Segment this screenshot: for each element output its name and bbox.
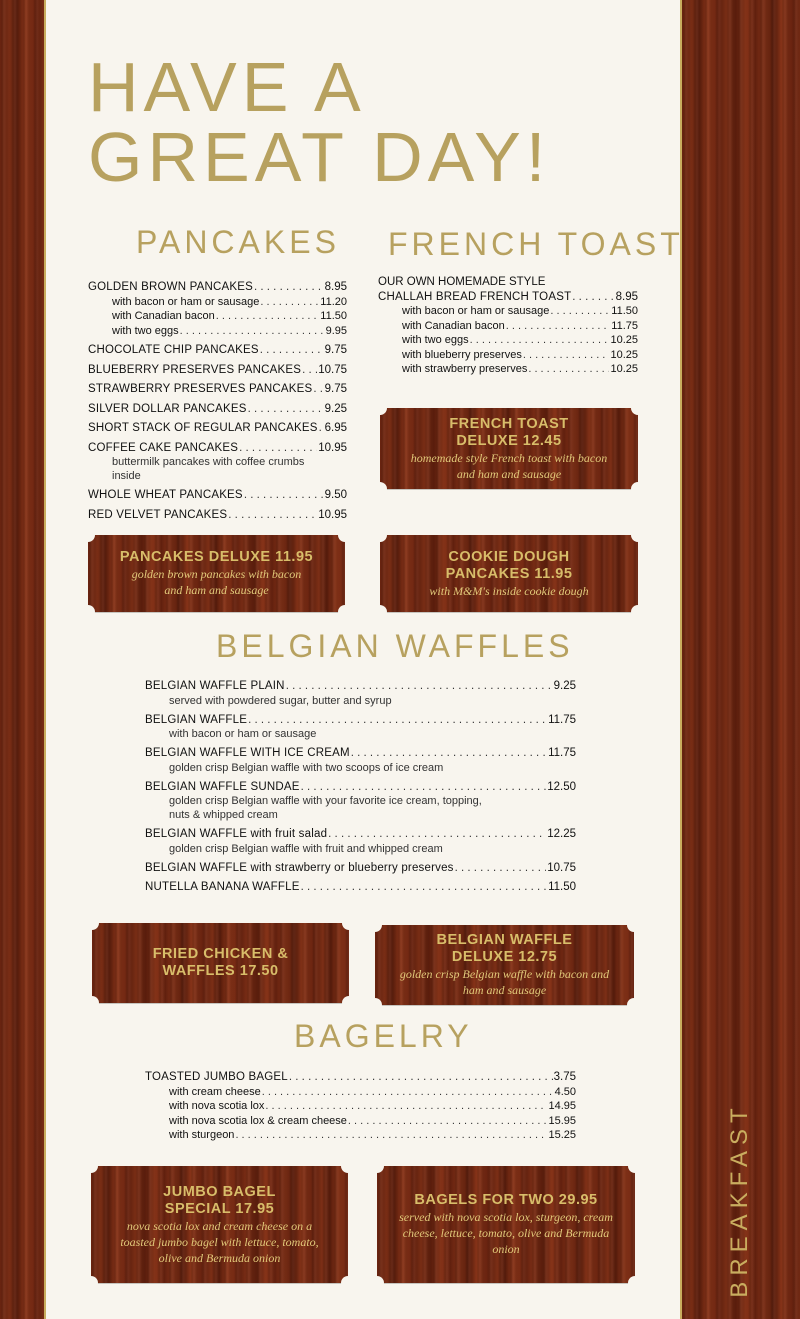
menu-item-price: 11.50 xyxy=(611,305,638,317)
menu-item-name: TOASTED JUMBO BAGEL xyxy=(145,1071,288,1083)
menu-item xyxy=(88,363,347,378)
menu-item-price: 9.75 xyxy=(324,383,347,395)
plaque-desc: nova scotia lox and cream cheese on a toasted jumbo bagel with lettuce, tomato, olive and Bermuda onion xyxy=(120,1218,319,1265)
menu-item-price: 6.95 xyxy=(324,422,347,434)
dot-leader xyxy=(228,508,317,523)
plaque-bagels-for-two xyxy=(377,1166,635,1283)
menu-item-name: SILVER DOLLAR PANCAKES xyxy=(88,402,247,415)
plaque-cookie-dough xyxy=(380,535,638,612)
dot-leader xyxy=(235,1128,547,1143)
menu-item-price: 9.25 xyxy=(324,402,347,415)
dot-leader xyxy=(528,362,609,377)
dot-leader xyxy=(286,679,553,694)
menu-item-name: with sturgeon xyxy=(169,1129,235,1141)
plaque-desc: golden crisp Belgian waffle with bacon and ham and sausage xyxy=(399,967,610,997)
menu-item xyxy=(88,508,347,523)
menu-item-name: WHOLE WHEAT PANCAKES xyxy=(88,489,243,501)
menu-item-name: BLUEBERRY PRESERVES PANCAKES xyxy=(88,363,302,376)
menu-item xyxy=(145,780,576,823)
menu-item-name: BELGIAN WAFFLE xyxy=(145,713,248,726)
menu-item-price: 9.25 xyxy=(553,680,576,692)
menu-item-price: 15.25 xyxy=(548,1129,576,1141)
dot-leader xyxy=(301,880,547,895)
menu-item-price: 15.95 xyxy=(548,1114,576,1127)
menu-item-description: buttermilk pancakes with coffee crumbs inside xyxy=(112,456,305,482)
plaque-desc: golden brown pancakes with bacon and ham and sausage xyxy=(131,567,302,597)
menu-item xyxy=(88,343,347,358)
dot-leader xyxy=(470,333,610,348)
dot-leader xyxy=(248,402,324,417)
menu-item-price: 12.25 xyxy=(547,828,576,840)
menu-item-description: golden crisp Belgian waffle with fruit and whipped cream xyxy=(169,842,443,855)
plaque-desc: with M&M's inside cookie dough xyxy=(429,583,589,598)
dot-leader xyxy=(351,746,547,761)
menu-item-price: 11.75 xyxy=(611,319,638,332)
menu-item-description: golden crisp Belgian waffle with two scoops of ice cream xyxy=(169,761,444,774)
menu-item-name: BELGIAN WAFFLE PLAIN xyxy=(145,680,285,692)
menu-item xyxy=(145,861,576,876)
menu-item xyxy=(88,309,347,324)
dot-leader xyxy=(260,295,319,310)
menu-item xyxy=(378,348,638,363)
plaque-title: PANCAKES DELUXE 11.95 xyxy=(119,549,314,565)
dot-leader xyxy=(301,780,547,795)
menu-item-name: with blueberry preserves xyxy=(402,348,522,361)
dot-leader xyxy=(260,343,324,358)
dot-leader xyxy=(239,441,317,456)
menu-item-price: 10.25 xyxy=(610,348,638,361)
menu-item xyxy=(378,362,638,377)
menu-item xyxy=(145,679,576,708)
menu-item xyxy=(145,1114,576,1129)
menu-item xyxy=(88,324,347,339)
side-label-breakfast: BREAKFAST xyxy=(726,1102,753,1298)
menu-item-name: STRAWBERRY PRESERVES PANCAKES xyxy=(88,383,313,395)
menu-item-name: NUTELLA BANANA WAFFLE xyxy=(145,881,300,893)
menu-item-price: 10.75 xyxy=(318,363,347,376)
menu-item-name: with nova scotia lox xyxy=(169,1100,265,1112)
menu-item xyxy=(145,713,576,742)
menu-item-price: 3.75 xyxy=(553,1071,576,1083)
menu-item-price: 10.95 xyxy=(318,441,347,454)
plaque-fried-chicken xyxy=(92,923,349,1003)
belgian-waffles-heading: BELGIAN WAFFLES xyxy=(216,628,574,664)
waffles-menu xyxy=(145,679,576,895)
menu-item xyxy=(378,319,638,334)
menu-item-name: with two eggs xyxy=(402,334,469,346)
main-title-line2: GREAT DAY! xyxy=(88,118,551,196)
menu-item xyxy=(145,1070,576,1085)
dot-leader xyxy=(289,1070,553,1085)
dot-leader xyxy=(550,304,610,319)
french-toast-heading: FRENCH TOAST xyxy=(388,226,684,262)
plaque-french-toast-deluxe xyxy=(380,408,638,489)
menu-item xyxy=(88,488,347,503)
menu-item-description: golden crisp Belgian waffle with your favorite ice cream, topping, nuts & whipped cream xyxy=(169,795,482,821)
dot-leader xyxy=(265,1099,547,1114)
dot-leader xyxy=(313,382,323,397)
menu-item-name: CHALLAH BREAD FRENCH TOAST xyxy=(378,290,572,303)
bagelry-menu xyxy=(145,1070,576,1143)
left-wood-border xyxy=(0,0,46,1319)
menu-item xyxy=(88,382,347,397)
menu-item-price: 12.50 xyxy=(547,780,576,793)
menu-item-name: SHORT STACK OF REGULAR PANCAKES xyxy=(88,422,318,434)
dot-leader xyxy=(572,290,614,305)
menu-item xyxy=(378,304,638,319)
dot-leader xyxy=(254,280,324,295)
menu-item-price: 10.25 xyxy=(610,334,638,346)
plaque-title: COOKIE DOUGH PANCAKES 11.95 xyxy=(445,548,573,582)
menu-item-price: 4.50 xyxy=(554,1085,576,1098)
dot-leader xyxy=(506,319,611,334)
plaque-desc: served with nova scotia lox, sturgeon, cream cheese, lettuce, tomato, olive and Bermuda onion xyxy=(399,1210,613,1256)
pancakes-menu xyxy=(88,280,347,522)
menu-item xyxy=(88,421,347,436)
plaque-pancakes-deluxe xyxy=(88,535,345,612)
dot-leader xyxy=(248,713,547,728)
menu-item-price: 11.50 xyxy=(320,310,347,322)
menu-item-price: 9.75 xyxy=(324,344,347,356)
menu-item-price: 8.95 xyxy=(615,290,638,303)
menu-item-name: BELGIAN WAFFLE with fruit salad xyxy=(145,828,328,840)
menu-item-price: 11.50 xyxy=(548,881,576,893)
dot-leader xyxy=(319,421,324,436)
plaque-desc: homemade style French toast with bacon and ham and sausage xyxy=(410,450,608,481)
menu-item-name: with bacon or ham or sausage xyxy=(402,305,550,317)
menu-item xyxy=(88,280,347,295)
plaque-title: BAGELS FOR TWO 29.95 xyxy=(414,1192,598,1208)
menu-item-price: 11.75 xyxy=(548,747,576,759)
french-toast-menu xyxy=(378,275,638,377)
french-toast-list xyxy=(378,290,638,377)
menu-item xyxy=(145,746,576,775)
dot-leader xyxy=(216,309,320,324)
menu-item xyxy=(88,441,347,484)
menu-item xyxy=(145,880,576,895)
plaque-jumbo-bagel-special xyxy=(91,1166,348,1283)
menu-item-description: served with powdered sugar, butter and syrup xyxy=(169,694,392,707)
menu-item xyxy=(378,333,638,348)
menu-item-name: BELGIAN WAFFLE with strawberry or blueberry preserves xyxy=(145,861,454,874)
plaque-title: FRIED CHICKEN & WAFFLES 17.50 xyxy=(152,946,289,979)
menu-item-name: GOLDEN BROWN PANCAKES xyxy=(88,281,254,293)
menu-item-name: with cream cheese xyxy=(169,1085,261,1098)
dot-leader xyxy=(180,324,325,339)
dot-leader xyxy=(244,488,324,503)
bagelry-heading: BAGELRY xyxy=(294,1018,473,1054)
menu-item xyxy=(378,290,638,305)
main-title xyxy=(88,48,551,196)
plaque-title: BELGIAN WAFFLE DELUXE 12.75 xyxy=(436,932,573,965)
menu-item-price: 10.75 xyxy=(547,861,576,874)
menu-item-price: 9.50 xyxy=(324,489,347,501)
menu-item-name: with nova scotia lox & cream cheese xyxy=(169,1114,347,1127)
menu-item xyxy=(145,1085,576,1100)
menu-item-description: with bacon or ham or sausage xyxy=(169,728,317,740)
menu-item xyxy=(88,295,347,310)
menu-item-name: with two eggs xyxy=(112,324,179,337)
pancakes-heading: PANCAKES xyxy=(136,224,340,260)
menu-item-price: 11.20 xyxy=(320,295,347,308)
menu-item-price: 11.75 xyxy=(548,713,576,726)
menu-item-price: 10.95 xyxy=(318,508,347,521)
menu-item xyxy=(145,1128,576,1143)
menu-item-price: 8.95 xyxy=(324,281,347,293)
menu-item xyxy=(88,402,347,417)
main-title-line1: HAVE A xyxy=(88,48,366,126)
menu-item-price: 14.95 xyxy=(548,1100,576,1112)
dot-leader xyxy=(328,827,546,842)
plaque-belgian-waffle-deluxe xyxy=(375,925,634,1005)
menu-item-price: 9.95 xyxy=(325,324,347,337)
menu-item-name: with strawberry preserves xyxy=(402,363,528,375)
dot-leader xyxy=(523,348,610,363)
menu-item-price: 10.25 xyxy=(610,363,638,375)
menu-item xyxy=(145,1099,576,1114)
menu-item-name: RED VELVET PANCAKES xyxy=(88,508,228,521)
menu-item-name: with bacon or ham or sausage xyxy=(112,295,260,308)
menu-item xyxy=(145,827,576,856)
plaque-title: JUMBO BAGEL SPECIAL 17.95 xyxy=(163,1183,276,1217)
dot-leader xyxy=(302,363,317,378)
dot-leader xyxy=(262,1085,554,1100)
menu-item-name: BELGIAN WAFFLE SUNDAE xyxy=(145,780,300,793)
french-toast-intro: OUR OWN HOMEMADE STYLE xyxy=(378,276,546,288)
dot-leader xyxy=(455,861,547,876)
menu-item-name: COFFEE CAKE PANCAKES xyxy=(88,441,239,454)
plaque-title: FRENCH TOAST DELUXE 12.45 xyxy=(449,415,569,449)
dot-leader xyxy=(348,1114,548,1129)
menu-item-name: BELGIAN WAFFLE WITH ICE CREAM xyxy=(145,747,350,759)
menu-item-name: with Canadian bacon xyxy=(402,319,505,332)
menu-item-name: CHOCOLATE CHIP PANCAKES xyxy=(88,344,259,356)
menu-item-name: with Canadian bacon xyxy=(112,310,215,322)
